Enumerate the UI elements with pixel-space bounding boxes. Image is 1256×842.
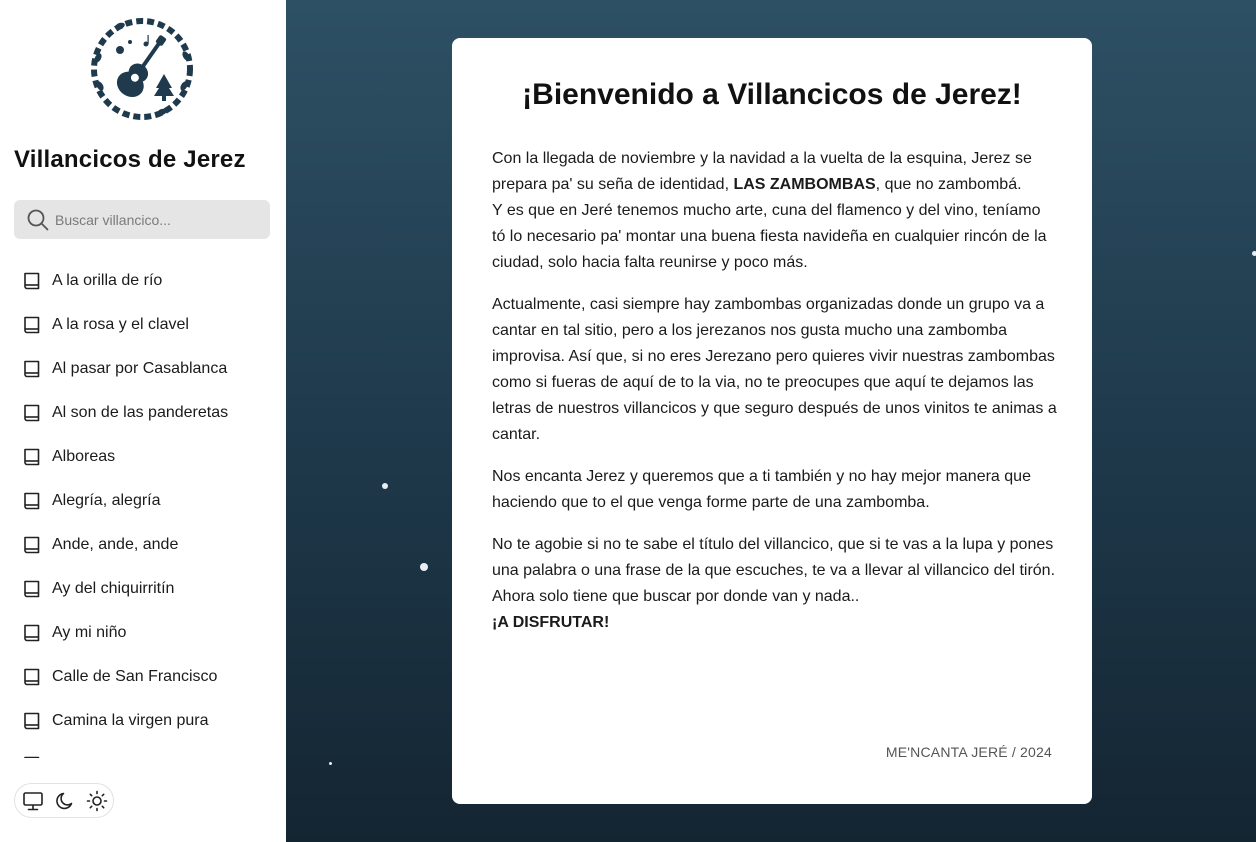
song-item[interactable] bbox=[22, 699, 272, 743]
book-icon bbox=[22, 359, 42, 379]
song-label: A la orilla de río bbox=[52, 272, 163, 289]
song-item[interactable] bbox=[22, 259, 272, 303]
snowflake bbox=[382, 483, 388, 489]
book-icon bbox=[22, 447, 42, 467]
p4-bold: ¡A DISFRUTAR! bbox=[492, 614, 610, 631]
book-icon bbox=[22, 623, 42, 643]
moon-icon[interactable] bbox=[54, 790, 76, 812]
song-label: Al pasar por Casablanca bbox=[52, 360, 228, 377]
sidebar bbox=[0, 0, 286, 842]
song-item[interactable] bbox=[22, 567, 272, 611]
song-item[interactable] bbox=[22, 347, 272, 391]
song-label: Ay del chiquirritín bbox=[52, 580, 175, 597]
song-item[interactable] bbox=[22, 611, 272, 655]
welcome-title: ¡Bienvenido a Villancicos de Jerez! bbox=[522, 78, 1022, 111]
song-label: Ande, ande, ande bbox=[52, 536, 179, 553]
paragraph-2: Actualmente, casi siempre hay zambombas organizadas donde un grupo va a cantar en tal sitio, pero a los jerezanos nos gusta mucho una zambomba improvisa. Así que, si no eres Jerezano pero quieres vivir nuestras zambombas como si fueras de aquí de to la via, no te preocupes que aquí te dejamos las letras de nuestros villancicos y que seguro después de unos vinitos te animas a cantar. bbox=[492, 296, 1057, 443]
song-list bbox=[0, 259, 286, 758]
p1-bold: LAS ZAMBOMBAS bbox=[733, 176, 876, 193]
song-item[interactable] bbox=[22, 655, 272, 699]
song-item[interactable] bbox=[22, 303, 272, 347]
guitar-wreath-logo[interactable] bbox=[90, 18, 194, 120]
song-label: Alboreas bbox=[52, 448, 116, 465]
welcome-text bbox=[492, 146, 1058, 652]
book-icon bbox=[22, 579, 42, 599]
book-icon bbox=[22, 535, 42, 555]
search-box[interactable] bbox=[14, 200, 270, 239]
p1-text-c: Y es que en Jeré tenemos mucho arte, cuna del flamenco y del vino, teníamo tó lo necesario pa' montar una buena fiesta navideña en cualquier rincón de la ciudad, solo hacia falta reunirse y poco más. bbox=[492, 202, 1047, 271]
p1-text-b: , que no zambombá. bbox=[875, 176, 1022, 193]
book-icon bbox=[22, 711, 42, 731]
search-icon[interactable] bbox=[27, 209, 49, 231]
song-item-partial[interactable] bbox=[22, 743, 272, 758]
song-label: A la rosa y el clavel bbox=[52, 316, 189, 333]
song-label: Ay mi niño bbox=[52, 624, 127, 641]
song-label: Alegría, alegría bbox=[52, 492, 161, 509]
main-area bbox=[286, 0, 1256, 842]
song-label: Al son de las panderetas bbox=[52, 404, 229, 421]
paragraph-4 bbox=[492, 532, 1058, 636]
p4-text: No te agobie si no te sabe el título del villancico, que si te vas a la lupa y pones una palabra o una frase de la que escuches, te va a llevar al villancico del tirón. Ahora solo tiene que buscar por donde van y nada.. bbox=[492, 536, 1056, 605]
p1-text-a: Con la llegada de noviembre y la navidad a la vuelta de la esquina, Jerez se prepara pa' su seña de identidad, bbox=[492, 150, 1032, 193]
book-icon bbox=[22, 491, 42, 511]
book-icon bbox=[22, 315, 42, 335]
song-label: Calle de San Francisco bbox=[52, 668, 218, 685]
card-footer: ME'NCANTA JERÉ / 2024 bbox=[885, 744, 1052, 760]
paragraph-3: Nos encanta Jerez y queremos que a ti también y no hay mejor manera que haciendo que to el que venga forme parte de una zambomba. bbox=[492, 468, 1031, 511]
song-item[interactable] bbox=[22, 479, 272, 523]
snowflake bbox=[329, 762, 332, 765]
snowflake bbox=[420, 563, 428, 571]
snowflake bbox=[1252, 251, 1256, 256]
song-label: Camina la virgen pura bbox=[52, 712, 209, 729]
book-icon bbox=[22, 271, 42, 291]
theme-switcher bbox=[14, 783, 114, 818]
song-item[interactable] bbox=[22, 391, 272, 435]
paragraph-1 bbox=[492, 146, 1058, 276]
book-icon bbox=[22, 667, 42, 687]
song-item[interactable] bbox=[22, 523, 272, 567]
welcome-card bbox=[452, 38, 1092, 804]
song-item[interactable] bbox=[22, 435, 272, 479]
monitor-icon[interactable] bbox=[22, 790, 44, 812]
book-icon bbox=[22, 755, 42, 758]
site-title: Villancicos de Jerez bbox=[14, 146, 246, 173]
sun-icon[interactable] bbox=[86, 790, 108, 812]
book-icon bbox=[22, 403, 42, 423]
search-input[interactable] bbox=[55, 200, 260, 239]
